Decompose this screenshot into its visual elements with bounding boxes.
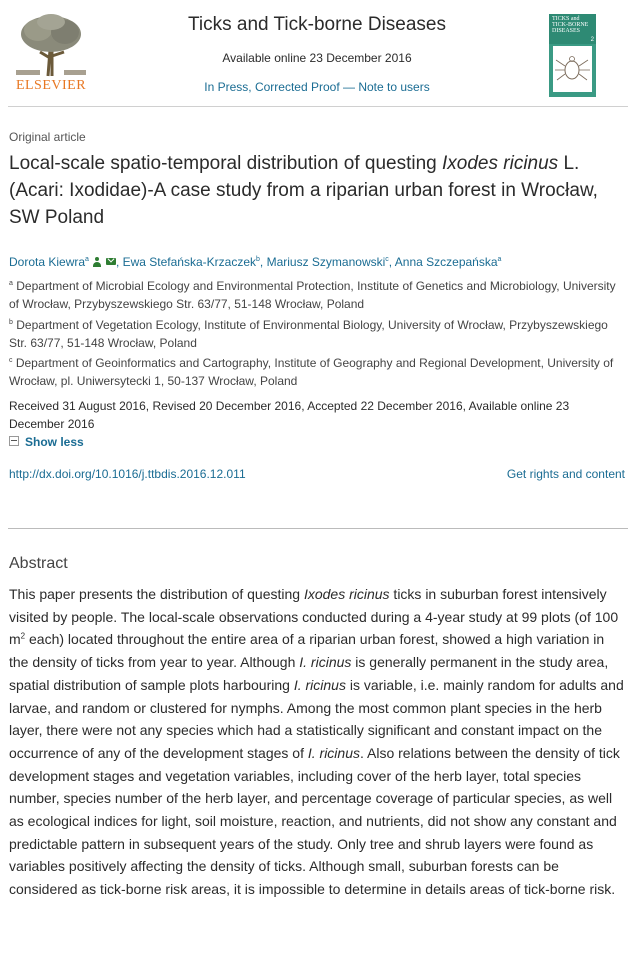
journal-cover-thumbnail[interactable] [549,14,596,97]
article-title: Local-scale spatio-temporal distribution of questing Ixodes ricinus L. (Acari: Ixodidae)-A case study from a riparian urban forest in Wrocław, SW Poland [9,153,598,228]
abstract-heading: Abstract [9,555,68,572]
publisher-wordmark: ELSEVIER [15,78,87,93]
author-link[interactable]: Dorota Kiewra$^a$ [9,255,89,269]
journal-title[interactable]: Ticks and Tick-borne Diseases [187,14,446,35]
corresponding-author-icon[interactable] [93,257,101,267]
author-link[interactable]: Ewa Stefańska-Krzaczek$^b$ [122,255,260,269]
email-icon[interactable] [106,258,116,265]
author-list: Dorota Kiewra$^a$ , Ewa Stefańska-Krzaczek$^b$, Mariusz Szymanowski$^c$, Anna Szczepańska$^a$ [9,255,502,269]
affiliation-a: $^a$ Department of Microbial Ecology and Environmental Protection, Institute of Genetics and Microbiology, University of Wrocław, Przybyszewskiego Str. 63/77, 51-148 Wrocław, Poland [9,279,616,311]
article-history: Received 31 August 2016, Revised 20 December 2016, Accepted 22 December 2016, Available online 23 December 2016 [9,399,570,431]
header-divider [8,106,628,107]
tick-illustration-icon [553,46,592,92]
abstract-text: This paper presents the distribution of questing Ixodes ricinus ticks in suburban forest intensively visited by people. The local-scale observations conducted during a 4-year study at 99 plots (of 100 $m^2$ each) located throughout the entire area of a riparian urban forest, showed a high variation in the density of ticks from year to year. Although I. ricinus is generally permanent in the study area, spatial distribution of sample plots harbouring I. ricinus is variable, i.e. mainly random for adults and larvae, and random or clustered for nymphs. Among the most common plant species in the herb layer, there were not any species which had a statistically significant and constant impact on the occurrence of any of the development stages of I. ricinus. Also relations between the density of tick development stages and vegetation variables, including cover of the herb layer, total species number, species number of the herb layer, and percentage coverage of particular species, as well as ecological indices for light, soil moisture, reaction, and nutrients, did not show any constant and predictable pattern in subsequent years of the study. Only tree and shrub layers were found as variables positively affecting the density of ticks. Although small, suburban forests can be considered as tick-borne risk areas, it is impossible to determine in details areas of tick-borne risk. [9,586,624,898]
affiliation-c: $^c$ Department of Geoinformatics and Cartography, Institute of Geography and Regional Development, University of Wrocław, pl. Uniwersytecki 1, 50-137 Wrocław, Poland [9,356,614,388]
author-link[interactable]: Mariusz Szymanowski$^c$ [266,255,389,269]
affiliation-b: $^b$ Department of Vegetation Ecology, Institute of Environmental Biology, University of Wrocław, Przybyszewskiego Str. 63/77, 51-148 Wrocław, Poland [9,318,608,350]
in-press-link[interactable]: In Press, Corrected Proof — Note to users [204,80,430,94]
cover-title: TICKS and TICK-BORNE DISEASES [552,16,589,34]
section-divider [8,528,628,529]
doi-link[interactable]: http://dx.doi.org/10.1016/j.ttbdis.2016.12.011 [9,467,246,481]
article-type-label: Original article [9,130,86,144]
tree-logo-icon [10,12,92,78]
elsevier-logo[interactable] [10,12,92,98]
available-online-date: Available online 23 December 2016 [222,51,412,65]
cover-number: 2 [590,37,594,43]
cover-illustration [553,46,592,92]
show-less-toggle[interactable]: Show less [9,435,84,449]
get-rights-link[interactable]: Get rights and content [506,467,625,481]
author-link[interactable]: Anna Szczepańska$^a$ [394,255,502,269]
collapse-icon [9,436,19,446]
